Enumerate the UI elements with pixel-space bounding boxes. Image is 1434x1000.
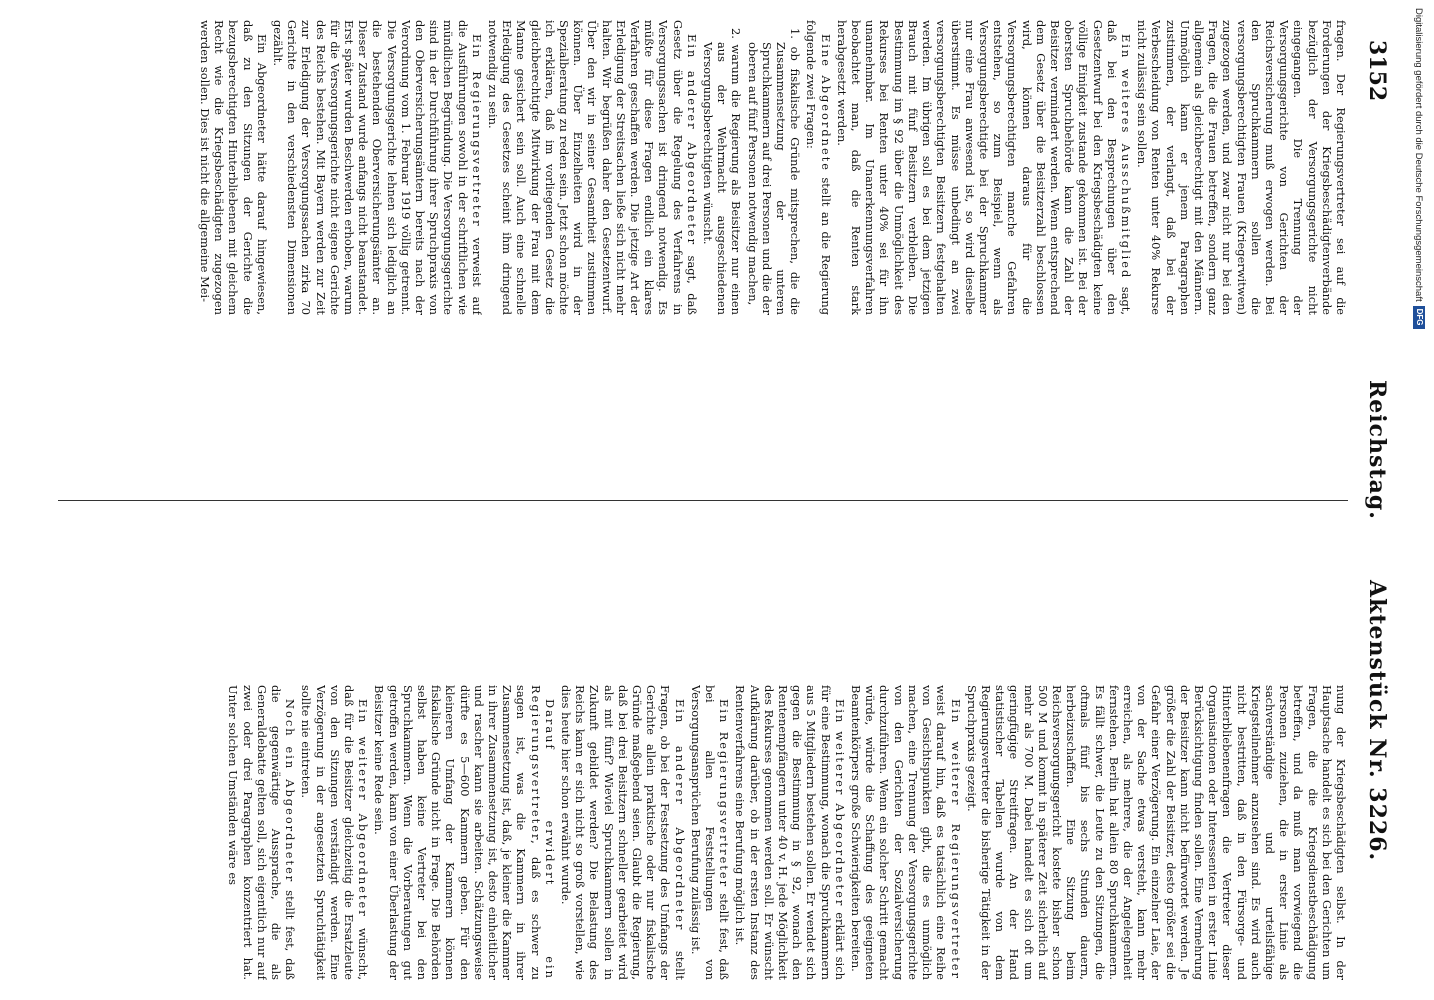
paragraph [372,685,557,980]
paragraph-text: verweist auf die Ausführungen sowohl in der schriftlichen wie mündlichen Begründung. Die Versorgungsgerichte sind in der Durchführung ihrer Spruchpraxis von den Oberversicherungsämtern bereits nach der Verordnung vom 1. Februar 1919 völlig getrennt. Die Versorgungsgerichte lehnen sich lediglich an die bestehenden Oberversicherungsämter an. Dieser Zustand wurde anfangs nicht beanstandet. Erst später wurden Beschwerden erhoben, warum für die Versorgungsgerichte nicht eigene Gerichte des Reichs bestehen. Mit Bayern werden zur Zeit zur Erledigung der Versorgungssachen zirka 70 Gerichte in den verschiedensten Dimensionen gezählt. [270,20,484,315]
speaker-lead: Ein Regierungsvertreter [717,699,732,889]
paragraph [689,685,732,980]
column-divider [58,500,1348,501]
paragraph: Ein Abgeordneter hätte darauf hingewiesen, daß zu den Sitzungen der Gerichte die bezugsberechtigten Hinterbliebenen mit gleichem Recht wie die Kriegsbeschädigten zugezogen werden sollen. Dies ist nicht die allgemeine Mei- [197,20,269,315]
rotated-page-content [40,20,1400,980]
digitization-credit-text [1412,8,1426,992]
paragraph-text: wünscht, daß für die Beisitzer gleichzeitig die Ersatzleute von den Sitzungen verständigt werden. Eine Verzögerung in der angesetzten Spruchtätigkeit sollte nie eintreten. [299,685,371,980]
page-number: 3152 [1364,40,1390,102]
paragraph-text: erklärt sich für eine Bestimmung, wonach die Spruchkammern aus 5 Mitgliedern bestehen sollen. Er wendet sich gegen die Bestimmung in § 92, wonach den Rentenempfängern unter 40 v. H. jede Möglichkeit des Rekurses genommen werden soll. Er wünscht Aufklärung darüber, ob in der ersten Instanz des Rentenverfahrens eine Berufung möglich ist. [733,685,847,980]
paragraph [835,20,1133,315]
list-item: 1. ob fiskalische Gründe mitsprechen, die die Zusammensetzung der unteren Spruchkammern auf drei Personen und die der oberen auf fünf Personen notwendig machen, [745,28,803,315]
speaker-lead: Ein weiterer Abgeordneter [356,699,371,918]
speaker-lead: Ein weiterer Regierungsvertreter [948,699,963,980]
paragraph [559,685,687,980]
document-page [40,20,1400,980]
speaker-lead: Ein anderer Abgeordneter [672,699,687,932]
paragraph [299,685,370,980]
paragraph: fragen. Der Regierungsvertreter sei auf die Forderungen der Kriegsbeschädigtenverbände bezüglich der Versorgungsgerichte nicht eingegangen. Die Trennung der Versorgungsgerichte von Gerichten der Reichsversicherung muß erwogen werden. Bei den Spruchkammern sollen die versorgungsberechtigten Frauen (Kriegerwitwen) zugezogen werden, und zwar nicht nur bei den Fragen, die die Frauen betreffen, sondern ganz allgemein als gleichberechtigt mit den Männern. Unmöglich kann er jenem Paragraphen zustimmen, der verlangt, daß bei der Verbescheidung von Renten unter 40% Rekurse nicht zulässig sein sollen. [1135,20,1348,315]
column-left [58,20,1348,315]
column-right [58,685,1348,980]
page-header [1354,20,1394,980]
paragraph-text: weist darauf hin, daß es tatsächlich eine Reihe von Gesichtspunkten gibt, die es unmöglich machen, eine Trennung der Versorgungsgerichte von den Gerichten der Sozialversicherung durchzuführen. Wenn ein solcher Schritt gemacht würde, würde die Schaffung des geeigneten Beamtenkörpers große Schwierigkeiten bereiten. [849,685,949,980]
paragraph-text: sagt, daß Gesetz über die Regelung des Verfahrens in Versorgungssachen ist dringend notwendig. Es müßte für diese Fragen endlich ein klares Verfahren geschaffen werden. Die jetzige Art der Erledigung der Streitsachen ließe sich nicht mehr halten. Wir begrüßen daher den Gesetzentwurf. Über den wir in seiner Gesamtheit zustimmen können. Über Einzelheiten wird in der Spezialberatung zu reden sein. Jetzt schon möchte ich erklären, daß im vorliegenden Gesetz die gleichberechtigte Mitwirkung der Frau mit dem Manne gesichert sein soll. Auch eine schnelle Erledigung des Gesetzes scheint ihm dringend notwendig zu sein. [486,20,699,315]
speaker-lead: Ein weiteres Ausschußmitglied [1118,34,1133,280]
paragraph [226,685,297,980]
credit-text: Digitalisierung gefördert durch die Deutsche Forschungsgemeinschaft [1413,8,1425,302]
paragraph-text: daß es schwer zu sagen ist, was die Kammern in ihrer Zusammensetzung ist, daß, je kleiner die Kammer in ihrer Zusammensetzung ist, desto einheitlicher und rascher kann sie arbeiten. Schätzungsweise dürfte es 5—600 Kammern geben. Für den kleineren Umfang der Kammern können fiskalische Gründe nicht in Frage. Die Behörden selbst haben keine Vertreter bei den Spruchkammern. Wenn die Vorberatungen gut getroffen werden, kann von einer Überlastung der Beisitzer keine Rede sein. [372,685,543,980]
speaker-lead: Ein Regierungsvertreter [469,34,484,228]
dfg-logo: DFG [1413,306,1425,329]
speaker-lead: Noch ein Abgeordneter [283,699,298,884]
speaker-lead: Ein anderer Abgeordneter [684,34,699,247]
paragraph-text: stellt fest, daß bei allen Feststellungen von Versorgungsansprüchen Berufung zulässig ist. [688,685,732,980]
paragraph [804,20,832,315]
paragraph-text: stellt an die Regierung folgende zwei Fragen: [804,20,833,315]
paragraph-text: sagt, daß bei den Besprechungen über den Gesetzentwurf bei den Kriegsbeschädigten keine völlige Einigkeit zustande gekommen ist. Bei der obersten Spruchbehörde kann die Zahl der Beisitzer vermindert werden. Wenn entsprechend dem Gesetz über die Beisitzerzahl beschlossen wird, können daraus für die Versorgungsberechtigten manche Gefahren entstehen, so zum Beispiel, wenn als Versorgungsberechtigte bei der Spruchkammer nur eine Frau anwesend ist, so wird dieselbe überstimmt. Es müsse unbedingt an zwei versorgungsberechtigten Beisitzern festgehalten werden. Im übrigen soll es bei dem jetzigen Brauch mit fünf Beisitzern verbleiben. Die Bestimmung im § 92 über die Unmöglichkeit des Rekurses bei Renten unter 40% sei für ihn unannehmbar. Im Unanerkennungsverfahren beobachtet man, daß die Renten stark herabgesetzt werden. [834,20,1133,315]
paragraph: nung der Kriegsbeschädigten selbst. In der Hauptsache handelt es sich bei den Gerichten um Fragen, die die Kriegsdienstbeschädigung betreffen, und da muß man vorwiegend die Personen zuziehen, die in erster Linie als sachverständige und urteilsfähige Kriegsteilnehmer anzusehen sind. Es wird auch nicht bestritten, daß in den Fürsorge- und Hinterbliebenenfragen die Vertreter dieser Organisationen oder Interessenten in erster Linie Berücksichtigung finden sollen. Eine Vermehrung der Beisitzer kann nicht befürwortet werden. Je größer die Zahl der Beisitzer, desto größer sei die Gefahr einer Verzögerung. Ein einzelner Laie, der von der Sache etwas versteht, kann mehr erreichen, als mehrere, die der Angelegenheit fernstehen. Berlin hat allein 80 Spruchkammern. Es fällt schwer, die Leute zu den Sitzungen, die oftmals fünf bis sechs Stunden dauern, herbeizuschaffen. Eine Sitzung beim Reichsversorgungsgericht kostete bisher schon 500 M und kommt in späterer Zeit sicherlich auf mehr als 700 M. Dabei handelt es sich oft um geringfügige Streitfragen. An der Hand statistischer Tabellen wurde von dem Regierungsvertreter die bisherige Tätigkeit in der Spruchpraxis gezeigt. [964,685,1348,980]
speaker-lead: Ein weiterer Abgeordneter [832,699,847,908]
header-right-title: Aktenstück Nr. 3226. [1364,580,1390,862]
text-columns [58,20,1348,980]
paragraph [486,20,699,315]
digitization-credit [1412,8,1430,992]
paragraph [271,20,484,315]
paragraph [733,685,847,980]
paragraph-text: stellt fest, daß die gegenwärtige Aussprache, die als Generaldebatte gelten soll, sich eigentlich nur auf zwei oder drei Paragraphen konzentriert hat. Unter solchen Umständen wäre es [226,685,298,980]
header-left-title: Reichstag. [1364,380,1390,520]
paragraph-text: stellt Fragen, ob bei der Festsetzung des Umfangs der Gerichte allein praktische oder nur fiskalische Gründe maßgebend seien. Glaubt die Regierung, daß bei drei Beisitzern schneller gearbeitet wird als mit fünf? Wieviel Spruchkammern sollen in Zukunft gebildet werden? Die Belastung des Reichs kann er sich nicht so groß vorstellen, wie dies heute hier schon erwähnt wurde. [559,685,687,980]
speaker-lead: Eine Abgeordnete [818,34,833,173]
list-item: 2. warum die Regierung als Beisitzer nur einen aus der Wehrmacht ausgeschiedenen Versorgungsberechtigten wünscht. [701,28,744,315]
paragraph [849,685,963,980]
speaker-lead: Darauf erwidert ein Regierungsvertreter, [528,685,557,980]
